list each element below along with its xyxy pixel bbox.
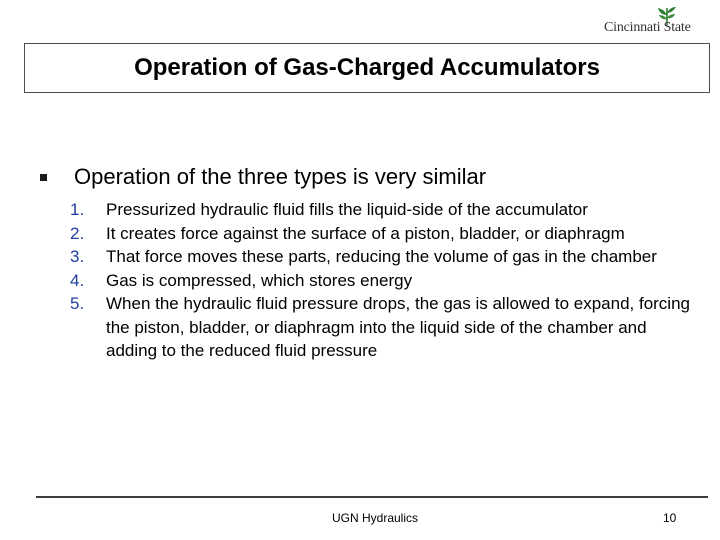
numbered-list (70, 198, 690, 363)
cincinnati-state-logo (600, 6, 720, 40)
item-text: When the hydraulic fluid pressure drops, the gas is allowed to expand, forcing the piston, bladder, or diaphragm into the liquid side of the chamber and adding to the reduced fluid pressure (106, 294, 690, 360)
list-item (70, 245, 690, 269)
item-text: That force moves these parts, reducing the volume of gas in the chamber (106, 247, 657, 266)
item-number: 3. (70, 247, 85, 266)
footer-course: UGN Hydraulics (332, 511, 419, 525)
list-item (70, 198, 690, 222)
item-text: Pressurized hydraulic fluid fills the liquid-side of the accumulator (106, 200, 588, 219)
list-item (70, 222, 690, 246)
list-item (70, 292, 690, 363)
bullet-square-icon (40, 174, 47, 181)
item-number: 5. (70, 294, 85, 313)
footer-divider (36, 496, 708, 498)
item-number: 4. (70, 270, 85, 290)
page-number: 10 (663, 511, 677, 525)
item-text: It creates force against the surface of a piston, bladder, or diaphragm (106, 223, 625, 243)
page-title: Operation of Gas-Charged Accumulators (134, 54, 600, 81)
title-box (24, 43, 710, 93)
item-text: Gas is compressed, which stores energy (106, 270, 413, 290)
item-number: 2. (70, 223, 85, 243)
logo-text: Cincinnati State (604, 20, 691, 35)
main-bullet: Operation of the three types is very similar (74, 164, 487, 189)
list-item (70, 269, 690, 293)
item-number: 1. (70, 200, 85, 219)
